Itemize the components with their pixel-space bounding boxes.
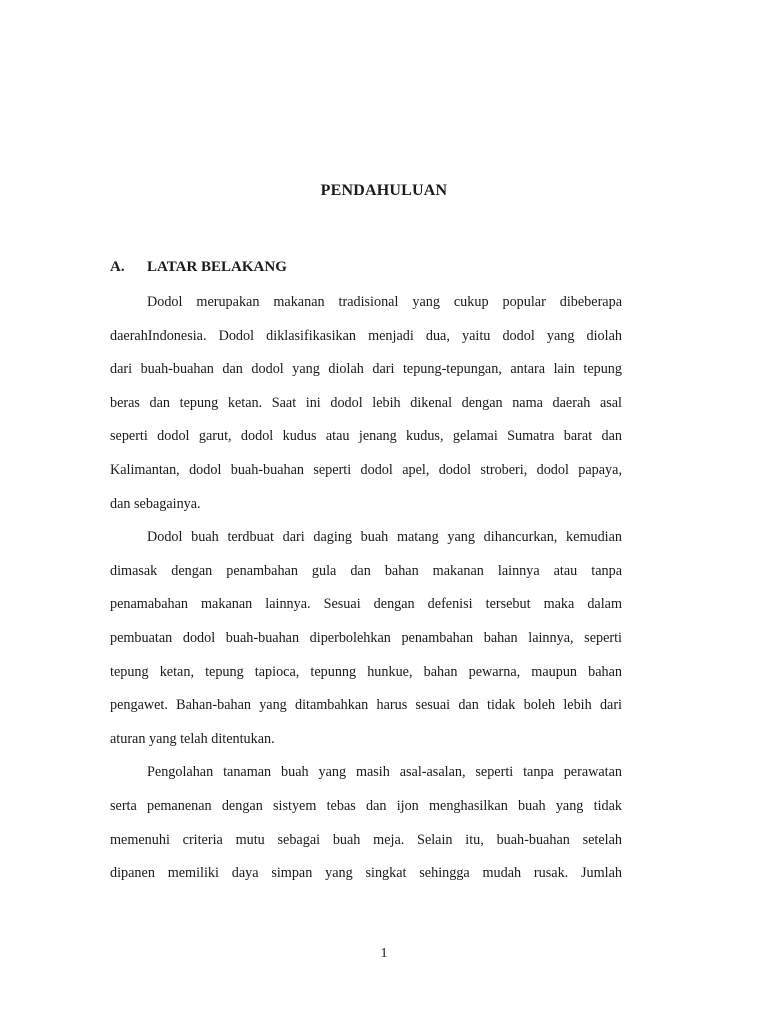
paragraph-line: dipanen memiliki daya simpan yang singkat sehingga mudah rusak. Jumlah	[110, 865, 622, 882]
paragraph-line: pengawet. Bahan-bahan yang ditambahkan harus sesuai dan tidak boleh lebih dari	[110, 697, 622, 714]
paragraph-line: pembuatan dodol buah-buahan diperbolehkan penambahan bahan lainnya, seperti	[110, 629, 622, 646]
paragraph-line: beras dan tepung ketan. Saat ini dodol lebih dikenal dengan nama daerah asal	[110, 394, 622, 411]
paragraph	[110, 286, 622, 521]
section-heading	[110, 259, 287, 276]
paragraph-line: memenuhi criteria mutu sebagai buah meja. Selain itu, buah-buahan setelah	[110, 831, 622, 848]
paragraph	[110, 756, 622, 890]
paragraph-line: tepung ketan, tepung tapioca, tepunng hunkue, bahan pewarna, maupun bahan	[110, 663, 622, 680]
paragraph-line: Pengolahan tanaman buah yang masih asal-asalan, seperti tanpa perawatan	[147, 764, 622, 781]
paragraph-line: dan sebagainya.	[110, 495, 201, 512]
page-title: PENDAHULUAN	[320, 182, 448, 199]
paragraph-line: serta pemanenan dengan sistyem tebas dan ijon menghasilkan buah yang tidak	[110, 797, 622, 814]
paragraph-line: aturan yang telah ditentukan.	[110, 730, 275, 747]
body-text	[110, 286, 622, 891]
section-heading-text: LATAR BELAKANG	[147, 259, 287, 275]
paragraph-line: daerahIndonesia. Dodol diklasifikasikan menjadi dua, yaitu dodol yang diolah	[110, 327, 622, 344]
paragraph-line: seperti dodol garut, dodol kudus atau jenang kudus, gelamai Sumatra barat dan	[110, 428, 622, 445]
page-number: 1	[380, 946, 388, 961]
paragraph-line: penamabahan makanan lainnya. Sesuai dengan defenisi tersebut maka dalam	[110, 596, 622, 613]
paragraph-line: dimasak dengan penambahan gula dan bahan makanan lainnya atau tanpa	[110, 562, 622, 579]
section-number: A.	[110, 259, 125, 275]
paragraph-line: Kalimantan, dodol buah-buahan seperti dodol apel, dodol stroberi, dodol papaya,	[110, 461, 622, 478]
paragraph	[110, 521, 622, 756]
paragraph-line: Dodol buah terdbuat dari daging buah matang yang dihancurkan, kemudian	[147, 529, 622, 546]
paragraph-line: Dodol merupakan makanan tradisional yang cukup popular dibeberapa	[147, 294, 622, 310]
paragraph-line: dari buah-buahan dan dodol yang diolah dari tepung-tepungan, antara lain tepung	[110, 361, 622, 378]
